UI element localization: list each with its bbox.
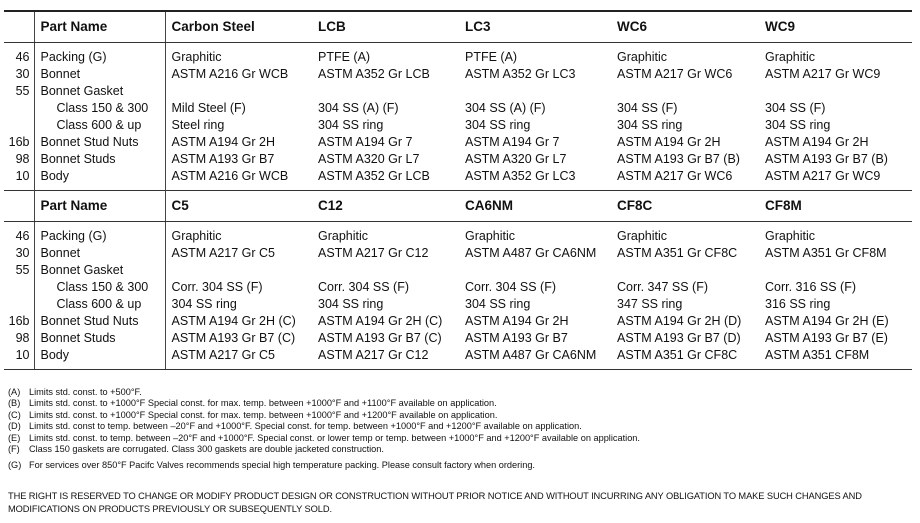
material-cell: Mild Steel (F) [165,100,312,117]
material-cell: Steel ring [165,117,312,134]
item-number [4,279,34,296]
part-name: Body [34,168,165,185]
header-material-3: LC3 [459,11,611,43]
material-cell: ASTM A320 Gr L7 [465,152,567,166]
footnote-key: (C) [8,409,21,420]
item-number [4,100,34,117]
part-name: Bonnet Studs [34,330,165,347]
material-cell: ASTM A193 Gr B7 (E) [765,331,888,345]
item-number: 46 [15,50,30,64]
material-cell: Graphitic [765,229,816,243]
header-material-2: C12 [312,191,459,222]
header-material-1: C5 [165,191,312,222]
header-material-5: CF8M [759,191,912,222]
footnote-text: For services over 850°F Pacifc Valves recommends special high temperature packing. Please consult factory when ordering. [29,460,535,471]
material-cell: ASTM A487 Gr CA6NM [465,348,597,362]
material-cell: Graphitic [165,49,312,66]
part-name: Class 150 & 300 [34,100,165,117]
footnote-text: Limits std. const. to +500°F. [29,387,142,397]
material-cell: ASTM A217 Gr WC6 [617,67,733,81]
item-number: 55 [15,263,30,277]
table-row [4,347,912,364]
material-cell: PTFE (A) [318,50,371,64]
header-row [4,11,912,43]
part-name: Bonnet [34,66,165,83]
header-part-name: Part Name [34,11,165,43]
material-cell: ASTM A194 Gr 2H [465,314,569,328]
spacer-cell [312,364,459,370]
footnote-key: (D) [8,421,21,432]
material-cell: 304 SS ring [165,296,312,313]
header-part-name: Part Name [34,191,165,222]
material-cell: 347 SS ring [617,297,683,311]
bottom-spacer-row [4,364,912,370]
material-cell: ASTM A351 Gr CF8C [617,348,738,362]
item-number: 16b [8,135,30,149]
material-cell: 304 SS (A) (F) [465,101,546,115]
material-cell [759,262,912,279]
part-name: Bonnet Gasket [34,262,165,279]
item-number: 46 [15,229,30,243]
footnote-text: Limits std. const. to temp. between –20°F and +1000°F. Special const. or lower temp or temp. between +1000°F and +1200°F available on application. [29,432,640,443]
header-row [4,191,912,222]
footnote-key: (E) [8,432,21,443]
footnote-text: Class 150 gaskets are corrugated. Class 300 gaskets are double jacketed construction. [29,444,384,455]
material-cell: Corr. 347 SS (F) [617,280,708,294]
material-cell: ASTM A194 Gr 2H [765,135,869,149]
material-cell [312,262,459,279]
material-cell: ASTM A217 Gr WC6 [617,169,733,183]
materials-sheet [4,10,916,370]
table-section-2 [4,191,912,370]
material-cell: ASTM A193 Gr B7 (B) [765,152,888,166]
material-cell: ASTM A194 Gr 2H [165,134,312,151]
spacer-cell [611,364,759,370]
material-cell: ASTM A193 Gr B7 (C) [165,330,312,347]
spacer-cell [34,364,165,370]
material-cell: ASTM A194 Gr 2H [617,135,721,149]
material-cell: ASTM A217 Gr C5 [165,347,312,364]
footnote-text: Limits std. const. to +1000°F Special const. for max. temp. between +1000°F and +1100°F available on application. [29,398,497,409]
table-row [4,228,912,245]
part-name: Bonnet Stud Nuts [34,313,165,330]
part-name: Body [34,347,165,364]
material-cell: ASTM A487 Gr CA6NM [465,246,597,260]
table-row [4,168,912,185]
table-row [4,83,912,100]
header-material-1: Carbon Steel [165,11,312,43]
material-cell: ASTM A194 Gr 2H (C) [318,314,443,328]
part-name: Bonnet [34,245,165,262]
disclaimer: THE RIGHT IS RESERVED TO CHANGE OR MODIFY PRODUCT DESIGN OR CONSTRUCTION WITHOUT PRIOR NOTICE AND WITHOUT INCURRING ANY OBLIGATION TO MAKE SUCH CHANGES AND MODIFICATIONS ON PRODUCTS PREVIOUSLY OR SUBSEQUENTLY SOLD. [8,491,862,514]
footnote-key: (A) [8,387,21,397]
part-name: Bonnet Studs [34,151,165,168]
material-cell: Graphitic [617,50,668,64]
table-section-1 [4,11,912,191]
table-row [4,66,912,83]
footnote-key: (G) [8,460,22,471]
material-cell: PTFE (A) [465,50,518,64]
footnote-key: (B) [8,398,21,409]
table-row [4,117,912,134]
material-cell: ASTM A217 Gr C12 [318,246,429,260]
material-cell: Corr. 304 SS (F) [318,280,409,294]
material-cell: ASTM A194 Gr 2H (C) [165,313,312,330]
material-cell: 316 SS ring [765,297,831,311]
footnote [8,460,908,471]
material-cell: ASTM A193 Gr B7 [465,331,568,345]
table-row [4,262,912,279]
materials-table [4,10,912,370]
footnote [8,444,908,455]
item-number [4,296,34,313]
item-number: 98 [15,331,30,345]
material-cell: ASTM A351 Gr CF8C [617,246,738,260]
table-row [4,296,912,313]
material-cell [165,83,312,100]
footnote [8,433,908,444]
material-cell: Graphitic [765,50,816,64]
material-cell: ASTM A351 CF8M [765,348,870,362]
material-cell: 304 SS (A) (F) [318,101,399,115]
spacer-cell [4,364,34,370]
material-cell: ASTM A352 Gr LC3 [465,169,576,183]
footnote [8,398,908,409]
material-cell: Graphitic [318,229,369,243]
part-name: Bonnet Stud Nuts [34,134,165,151]
material-cell [165,262,312,279]
material-cell: ASTM A352 Gr LCB [318,67,430,81]
footnote-text: Limits std. const. to +1000°F Special const. for max. temp. between +1000°F and +1200°F available on application. [29,409,498,420]
spacer-cell [165,364,312,370]
part-name: Class 600 & up [34,296,165,313]
material-cell: Corr. 304 SS (F) [465,280,556,294]
material-cell: 304 SS ring [617,118,683,132]
material-cell: 304 SS ring [465,118,531,132]
material-cell: ASTM A193 Gr B7 (C) [318,331,442,345]
material-cell: 304 SS ring [318,297,384,311]
material-cell: ASTM A351 Gr CF8M [765,246,887,260]
material-cell: ASTM A194 Gr 2H (E) [765,314,889,328]
material-cell: 304 SS ring [765,118,831,132]
footnotes [8,387,908,472]
material-cell [312,83,459,100]
material-cell: 304 SS ring [318,118,384,132]
item-number: 10 [15,348,30,362]
material-cell: Corr. 316 SS (F) [765,280,856,294]
header-material-4: WC6 [611,11,759,43]
part-name: Class 150 & 300 [34,279,165,296]
material-cell: Corr. 304 SS (F) [165,279,312,296]
header-material-2: LCB [312,11,459,43]
material-cell: 304 SS ring [465,297,531,311]
item-number: 16b [8,314,30,328]
item-number [4,117,34,134]
material-cell: ASTM A352 Gr LCB [318,169,430,183]
material-cell: ASTM A217 Gr C5 [165,245,312,262]
header-number-cell [4,11,34,43]
table-row [4,313,912,330]
footnote [8,387,908,398]
material-cell [611,83,759,100]
material-cell: Graphitic [617,229,668,243]
item-number: 10 [15,169,30,183]
item-number: 30 [15,246,30,260]
footnote-key: (F) [8,444,20,455]
table-row [4,151,912,168]
material-cell: ASTM A194 Gr 2H (D) [617,314,742,328]
table-row [4,245,912,262]
table-row [4,134,912,151]
material-cell [459,83,611,100]
material-cell: ASTM A216 Gr WCB [165,168,312,185]
material-cell: ASTM A216 Gr WCB [165,66,312,83]
table-row [4,49,912,66]
material-cell: ASTM A320 Gr L7 [318,152,420,166]
material-cell [459,262,611,279]
part-name: Packing (G) [34,49,165,66]
table-row [4,279,912,296]
spacer-cell [759,364,912,370]
part-name: Class 600 & up [34,117,165,134]
material-cell: 304 SS (F) [617,101,678,115]
material-cell: ASTM A217 Gr WC9 [765,67,881,81]
part-name: Packing (G) [34,228,165,245]
material-cell: ASTM A193 Gr B7 [165,151,312,168]
material-cell: Graphitic [165,228,312,245]
material-cell: 304 SS (F) [765,101,826,115]
header-material-4: CF8C [611,191,759,222]
material-cell [759,83,912,100]
part-name: Bonnet Gasket [34,83,165,100]
material-cell: ASTM A194 Gr 7 [318,135,413,149]
item-number: 55 [15,84,30,98]
material-cell: ASTM A194 Gr 7 [465,135,560,149]
material-cell: ASTM A352 Gr LC3 [465,67,576,81]
material-cell: ASTM A217 Gr WC9 [765,169,881,183]
item-number: 98 [15,152,30,166]
footnote-text: Limits std. const to temp. between –20°F and +1000°F. Special const. for temp. between +1000°F and +1200°F available on application. [29,421,582,432]
header-material-5: WC9 [759,11,912,43]
material-cell: ASTM A193 Gr B7 (B) [617,152,740,166]
material-cell: ASTM A217 Gr C12 [318,348,429,362]
material-cell: ASTM A193 Gr B7 (D) [617,331,741,345]
spacer-cell [459,364,611,370]
table-row [4,100,912,117]
footnote [8,410,908,421]
header-number-cell [4,191,34,222]
material-cell [611,262,759,279]
header-material-3: CA6NM [459,191,611,222]
table-row [4,330,912,347]
item-number: 30 [15,67,30,81]
footnote [8,421,908,432]
material-cell: Graphitic [465,229,516,243]
